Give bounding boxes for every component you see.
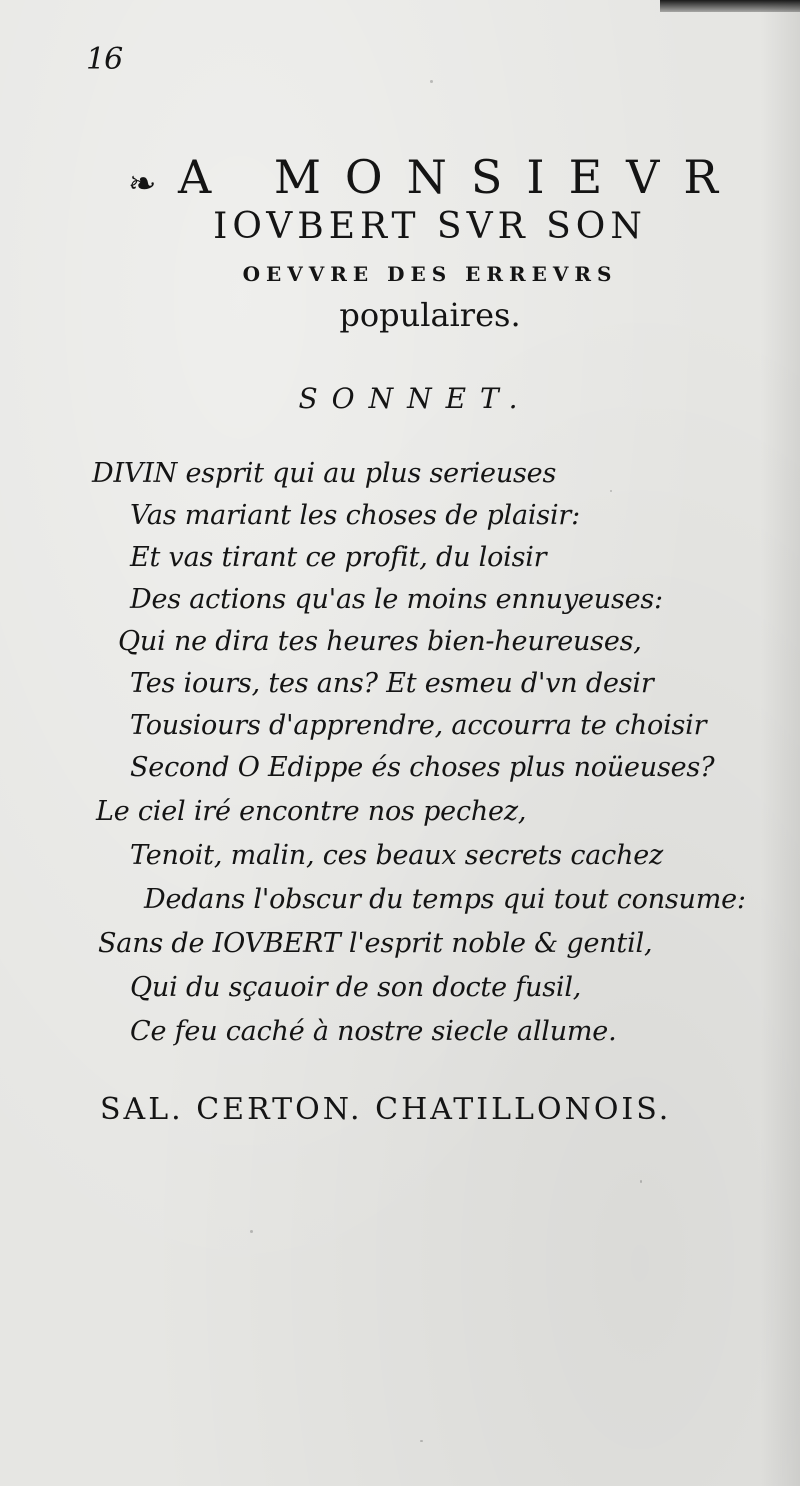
verse-line: Des actions qu'as le moins ennuyeuses: <box>130 584 663 615</box>
paper-speck <box>640 1180 642 1183</box>
author-signature: SAL. CERTON. CHATILLONOIS. <box>100 1092 672 1127</box>
scan-border <box>660 0 800 12</box>
verse-line: Et vas tirant ce profit, du loisir <box>130 542 547 573</box>
verse-line: Vas mariant les choses de plaisir: <box>130 500 580 531</box>
heading-line-1: A MONSIEVR <box>177 150 743 204</box>
sonnet-title: SONNET. <box>298 382 532 415</box>
verse-line: Le ciel iré encontre nos pechez, <box>96 796 527 827</box>
verse-line: Ce feu caché à nostre siecle allume. <box>130 1016 617 1047</box>
verse-line: Second O Edippe és choses plus noüeuses? <box>130 752 715 783</box>
verse-line: Tousiours d'apprendre, accourra te choisir <box>130 710 707 741</box>
verse-line: Tes iours, tes ans? Et esmeu d'vn desir <box>130 668 654 699</box>
verse-line: Qui ne dira tes heures bien-heureuses, <box>118 626 642 657</box>
paper-speck <box>420 1440 423 1442</box>
fleuron-ornament: ❧ <box>128 164 157 204</box>
heading-line-3: OEVVRE DES ERREVRS <box>242 262 618 286</box>
verse-line: Sans de IOVBERT l'esprit noble & gentil, <box>98 928 653 959</box>
verse-line: Dedans l'obscur du temps qui tout consume: <box>144 884 746 915</box>
heading-line-2: IOVBERT SVR SON <box>213 206 647 247</box>
page-number: 16 <box>86 42 123 77</box>
paper-speck <box>430 80 433 83</box>
heading-line-4: populaires. <box>339 296 521 334</box>
verse-line: DIVIN esprit qui au plus serieuses <box>92 458 557 489</box>
verse-line: Qui du sçauoir de son docte fusil, <box>130 972 582 1003</box>
verse-line: Tenoit, malin, ces beaux secrets cachez <box>130 840 664 871</box>
paper-speck <box>610 490 612 492</box>
paper-speck <box>250 1230 253 1233</box>
